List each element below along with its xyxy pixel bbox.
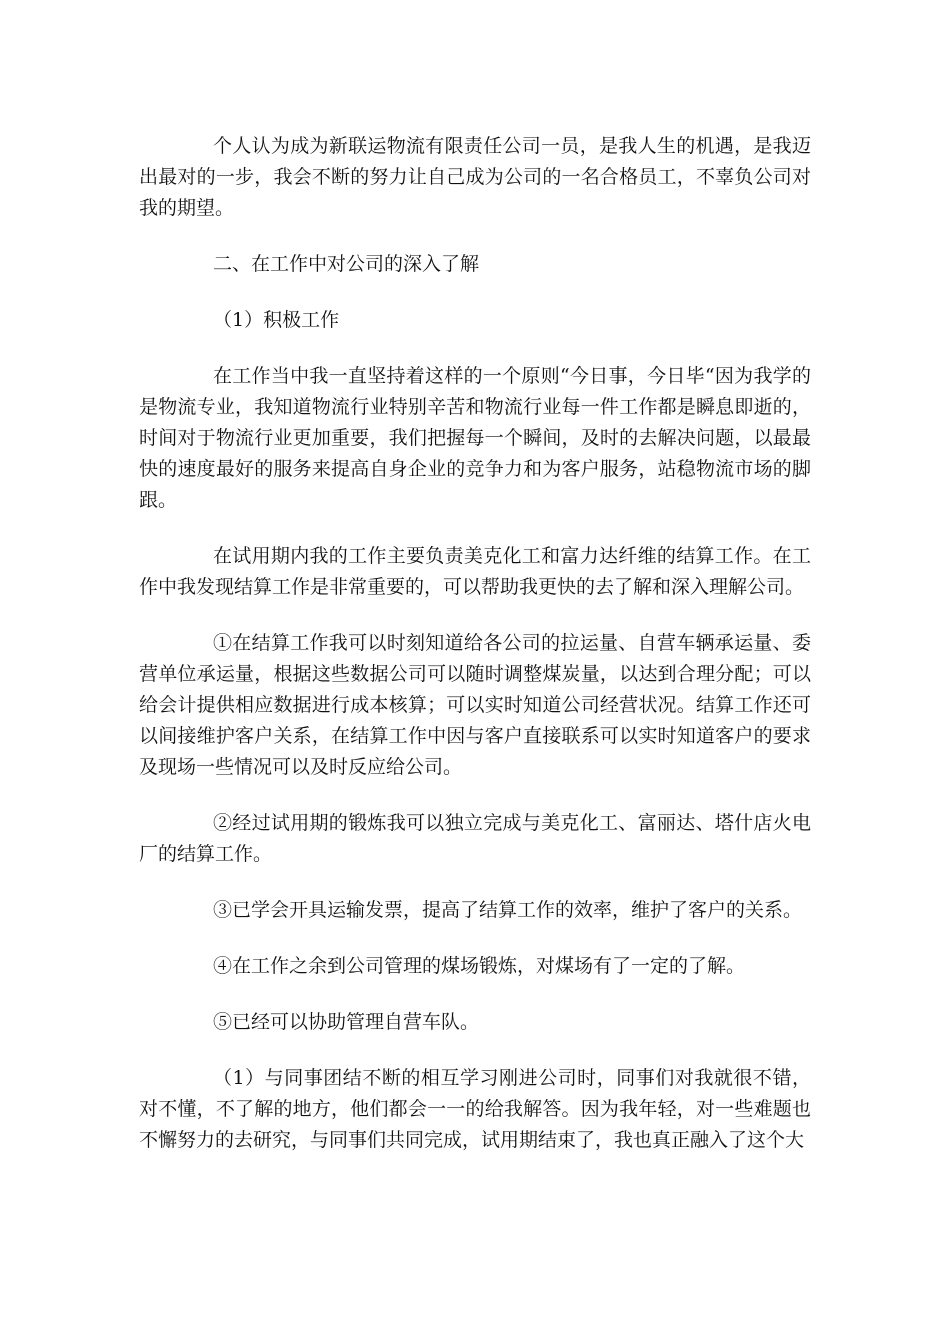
list-item-1: ①在结算工作我可以时刻知道给各公司的拉运量、自营车辆承运量、委营单位承运量，根据这些数据公司可以随时调整煤炭量，以达到合理分配；可以给会计提供相应数据进行成本核算；可以实时知道公司经营状况。结算工作还可以间接维护客户关系，在结算工作中因与客户直接联系可以实时知道客户的要求及现场一些情况可以及时反应给公司。 <box>139 632 811 778</box>
subsection-heading: （1）积极工作 <box>213 309 340 331</box>
list-item-4: ④在工作之余到公司管理的煤场锻炼，对煤场有了一定的了解。 <box>213 955 746 977</box>
paragraph-work-principle: 在工作当中我一直坚持着这样的一个原则“今日事，今日毕“因为我学的是物流专业，我知道物流行业特别辛苦和物流行业每一件工作都是瞬息即逝的，时间对于物流行业更加重要，我们把握每一个瞬间，及时的去解决问题，以最最快的速度最好的服务来提高自身企业的竞争力和为客户服务，站稳物流市场的脚跟。 <box>139 365 811 511</box>
list-item-2: ②经过试用期的锻炼我可以独立完成与美克化工、富丽达、塔什店火电厂的结算工作。 <box>139 812 811 865</box>
document-body <box>139 131 811 1156</box>
section-heading: 二、在工作中对公司的深入了解 <box>213 253 480 275</box>
list-item-5: ⑤已经可以协助管理自营车队。 <box>213 1011 480 1033</box>
paragraph-colleagues: （1）与同事团结不断的相互学习刚进公司时，同事们对我就很不错，对不懂，不了解的地方，他们都会一一的给我解答。因为我年轻，对一些难题也不懈努力的去研究，与同事们共同完成，试用期结束了，我也真正融入了这个大 <box>139 1067 811 1151</box>
paragraph-settlement-duty: 在试用期内我的工作主要负责美克化工和富力达纤维的结算工作。在工作中我发现结算工作是非常重要的，可以帮助我更快的去了解和深入理解公司。 <box>139 545 811 598</box>
list-item-3: ③已学会开具运输发票，提高了结算工作的效率，维护了客户的关系。 <box>213 899 803 921</box>
paragraph-intro: 个人认为成为新联运物流有限责任公司一员，是我人生的机遇，是我迈出最对的一步，我会不断的努力让自己成为公司的一名合格员工，不辜负公司对我的期望。 <box>139 135 811 219</box>
